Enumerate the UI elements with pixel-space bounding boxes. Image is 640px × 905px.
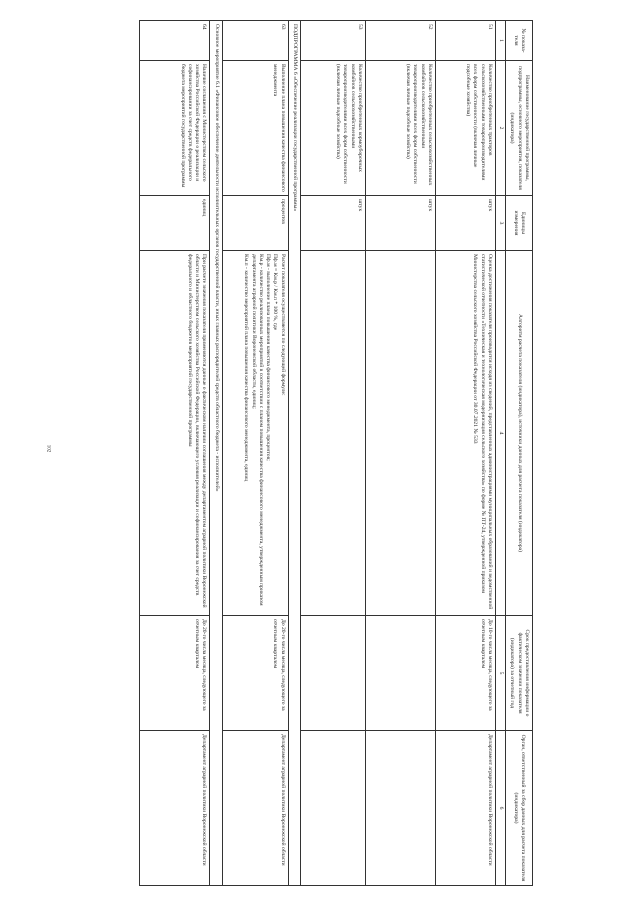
deadline: До 20-го числа месяца, следующего за отчетным кварталом [222,616,288,731]
algorithm-line: Пф.м = Км.р / Км.п * 100 %, где [272,254,279,331]
column-number: 4 [495,251,505,616]
responsible-body: Департамент аграрной политики Воронежской области [435,731,495,886]
table-row [435,21,495,886]
algorithm [365,251,435,616]
header-unit: Единицы измерения [506,196,533,251]
table-row [222,21,288,886]
indicator-name: Количество приобретенных сельскохозяйственных комбайнов сельскохозяйственными товаропроизводителями всех форм собственности (включая личные подсобные хозяйства) [365,61,435,196]
deadline: До 20-го числа месяца, следующего за отчетным кварталом [140,616,210,731]
table-header-row [506,21,533,886]
page-number: 102 [45,444,51,453]
algorithm: При расчете значения показателя применяются данные о фактическом наличии соглашения между департаментом аграрной политики Воронежской области и Министерством сельского хозяйства Российской Федерации, включающего условия реализации и софинансирования за счет средств федерального и областного бюджетов мероприятий государственной программы [140,251,210,616]
column-number: 3 [495,196,505,251]
main-measure-heading: Основное мероприятие 6.1 «Финансовое обеспечение деятельности исполнительных органов государственной власти, иных главных распорядителей средств областного бюджета - исполнителей» [210,21,222,886]
row-number: 63 [222,21,288,61]
unit: штук [365,196,435,251]
table-row [365,21,435,886]
responsible-body: Департамент аграрной политики Воронежской области [222,731,288,886]
column-number: 2 [495,61,505,196]
header-algorithm: Алгоритм расчета показателя (индикатора), источники данных для расчета показателя (индикатора) [506,251,533,616]
row-number: 52 [365,21,435,61]
header-responsible: Орган, ответственный за сбор данных для расчета показателя (индикатора) [506,731,533,886]
algorithm [222,251,288,616]
deadline [300,616,365,731]
row-number: 53 [300,21,365,61]
table-row [300,21,365,886]
table-row [140,21,210,886]
algorithm-line: Пф.м - выполнение плана повышения качества финансового менеджмента, процентов; [265,254,272,461]
indicator-table-sheet [33,20,533,885]
column-number: 1 [495,21,505,61]
algorithm: Оценка достижения показателя производится исходя из сведений, представленных администрациями муниципальных образований и ведомственной статистической отчетности «Техническая и технологическая модернизация сельского хозяйства» по форме № ПТ-24, утвержденной приказом Министерства сельского хозяйства Российской Федерации от 30.07.2021 № 533 [435,251,495,616]
algorithm-line: Км.п - количество мероприятий плана повышения качества финансового менеджмента, единиц [243,254,250,482]
subprogram-heading: ПОДПРОГРАММА 6 «Обеспечение реализации государственной программы» [288,21,300,886]
section-row [210,21,222,886]
section-row [288,21,300,886]
indicator-name: Количество приобретенных тракторов сельскохозяйственными товаропроизводителями всех форм собственности (включая личные подсобные хозяйства) [435,61,495,196]
algorithm-line: Км.р - количество реализованных мероприятий в соответствии с планом повышения качества финансового менеджмента, утвержденным приказом департамента аграрной политики Воронежской области, единиц; [250,254,264,606]
row-number: 64 [140,21,210,61]
indicators-table [139,20,533,886]
indicator-name: Наличие соглашения с Министерством сельского хозяйства Российской Федерации о реализации и софинансировании за счет средств федерального бюджета мероприятий государственной программы [140,61,210,196]
deadline: До 10-го числа месяца, следующего за отчетным кварталом [435,616,495,731]
indicator-name: Количество приобретенных кормоуборочных комбайнов сельскохозяйственными товаропроизводителями всех форм собственности (включая личные подсобные хозяйства) [300,61,365,196]
column-number-row [495,21,505,886]
responsible-body [300,731,365,886]
header-deadline: Срок предоставления информации о фактическом значении показателя (индикатора) за отчетный год [506,616,533,731]
header-name: Наименование государственной программы, подпрограммы, основного мероприятия, показателя (индикатора) [506,61,533,196]
unit: штук [300,196,365,251]
unit: процентов [222,196,288,251]
header-number: № показа- теля [506,21,533,61]
unit: единиц [140,196,210,251]
indicator-name: Выполнение плана повышения качества финансового менеджмента [222,61,288,196]
row-number: 51 [435,21,495,61]
column-number: 6 [495,731,505,886]
column-number: 5 [495,616,505,731]
unit: штук [435,196,495,251]
algorithm-line: Расчет показателя осуществляется по следующей формуле: [279,254,286,396]
deadline [365,616,435,731]
responsible-body: Департамент аграрной политики Воронежской области [140,731,210,886]
algorithm [300,251,365,616]
responsible-body [365,731,435,886]
